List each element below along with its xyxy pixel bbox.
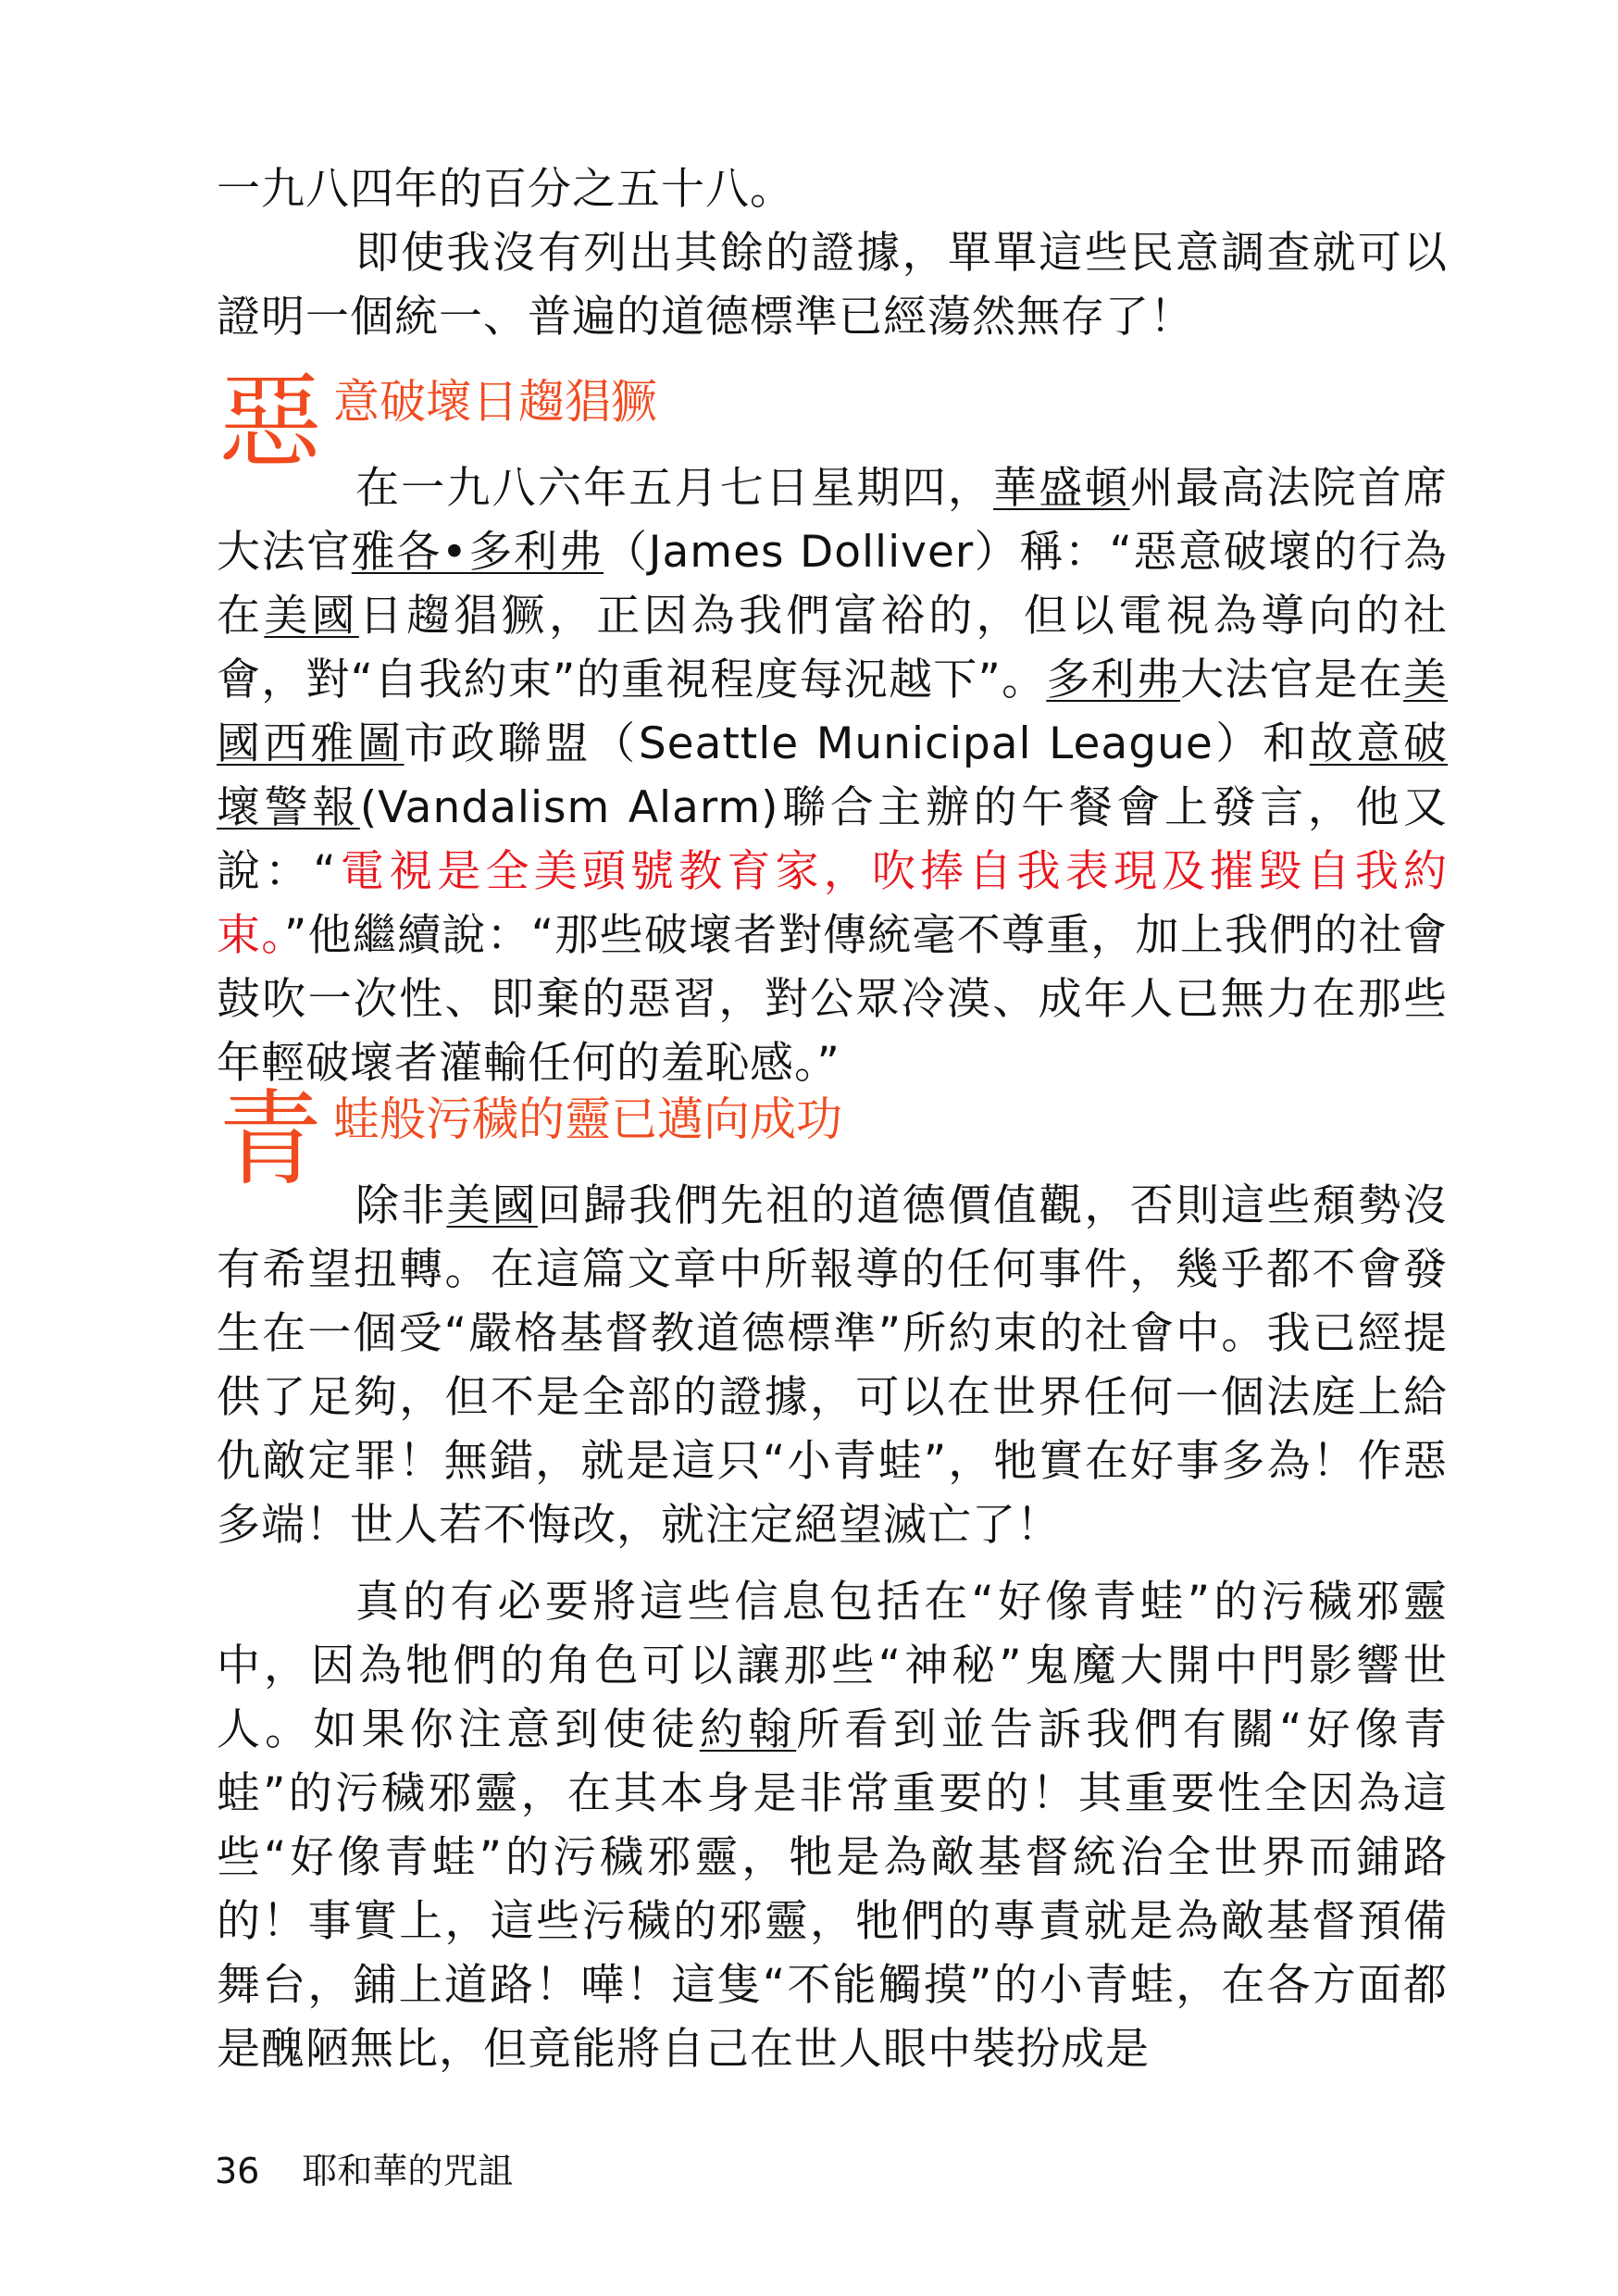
place-usa-2: 美國 bbox=[446, 1180, 538, 1231]
p3-s1: 除非 bbox=[355, 1180, 447, 1231]
paragraph-3 bbox=[217, 1174, 1448, 1557]
page-footer bbox=[215, 2148, 513, 2194]
p2-s5: 大法官是在 bbox=[1179, 655, 1404, 705]
name-john: 約翰 bbox=[699, 1704, 797, 1755]
name-dolliver-2: 多利弗 bbox=[1046, 655, 1180, 705]
p2-s8: ”他繼續說：“那些破壞者對傳統毫不尊重，加上我們的社會鼓吹一次性、即棄的惡習，對公眾冷漠、成年人已無力在那些年輕破壞者灌輸任何的羞恥感。” bbox=[217, 910, 1449, 1089]
red-quote: 電視是全美頭號教育家，吹捧自我表現及摧毀自我約束。 bbox=[217, 846, 1449, 961]
p2-s4: 日趨猖獗，正因為我們富裕的，但以電視為導向的社會，對“自我約束”的重視程度每況越下”。 bbox=[217, 591, 1449, 705]
place-washington: 華盛頓 bbox=[993, 463, 1130, 514]
intro-line: 一九八四年的百分之五十八。 bbox=[217, 164, 794, 215]
paragraph-1: 即使我沒有列出其餘的證據，單單這些民意調查就可以證明一個統一、普遍的道德標準已經蕩然無存了！ bbox=[217, 228, 1448, 343]
name-dolliver: 雅各•多利弗 bbox=[351, 527, 604, 578]
text-block-top bbox=[217, 157, 1448, 349]
p4-s2: 所看到並告訴我們有關“好像青蛙”的污穢邪靈，在其本身是非常重要的！其重要性全因為這些“好像青蛙”的污穢邪靈，牠是為敵基督統治全世界而鋪路的！事實上，這些污穢的邪靈，牠們的專責就是為敵基督預備舞台，鋪上道路！嘩！這隻“不能觸摸”的小青蛙，在各方面都是醜陋無比，但竟能將自己在世人眼中裝扮成是 bbox=[217, 1704, 1448, 2075]
paragraph-4 bbox=[217, 1570, 1448, 2081]
p2-s6: 市政聯盟（Seattle Municipal League）和 bbox=[404, 718, 1310, 769]
p2-s2: 州最高法院首席大法官 bbox=[217, 463, 1449, 578]
p4-s1: 真的有必要將這些信息包括在“好像青蛙”的污穢邪靈中，因為牠們的角色可以讓那些“神秘”鬼魔大開中門影響世人。如果你注意到使徒 bbox=[217, 1577, 1448, 1755]
text-block-2 bbox=[217, 456, 1448, 1095]
paragraph-2 bbox=[217, 456, 1448, 1095]
drop-cap-1: 惡 bbox=[218, 362, 322, 482]
place-usa: 美國 bbox=[264, 591, 359, 642]
org-vandalism-alarm: 故意破壞警報 bbox=[217, 718, 1449, 833]
book-title: 耶和華的咒詛 bbox=[302, 2151, 514, 2191]
p2-s7: (Vandalism Alarm)聯合主辦的午餐會上發言，他又說：“ bbox=[217, 782, 1448, 897]
page-number: 36 bbox=[215, 2151, 260, 2191]
place-usa-seattle: 美國西雅圖 bbox=[217, 655, 1449, 769]
p2-s3: （James Dolliver）稱：“惡意破壞的行為在 bbox=[217, 527, 1449, 642]
p3-s2: 回歸我們先祖的道德價值觀，否則這些頹勢沒有希望扭轉。在這篇文章中所報導的任何事件，幾乎都不會發生在一個受“嚴格基督教道德標準”所約束的社會中。我已經提供了足夠，但不是全部的證據，可以在世界任何一個法庭上給仇敵定罪！無錯，就是這只“小青蛙”，牠實在好事多為！作惡多端！世人若不悔改，就注定絕望滅亡了！ bbox=[217, 1180, 1449, 1551]
heading-2-text: 蛙般污穢的靈已邁向成功 bbox=[333, 1092, 842, 1146]
drop-cap-2: 青 bbox=[218, 1079, 322, 1200]
p2-s1: 在一九八六年五月七日星期四， bbox=[355, 463, 994, 514]
text-block-3 bbox=[217, 1174, 1448, 2081]
heading-1-text: 意破壞日趨猖獗 bbox=[333, 375, 657, 429]
